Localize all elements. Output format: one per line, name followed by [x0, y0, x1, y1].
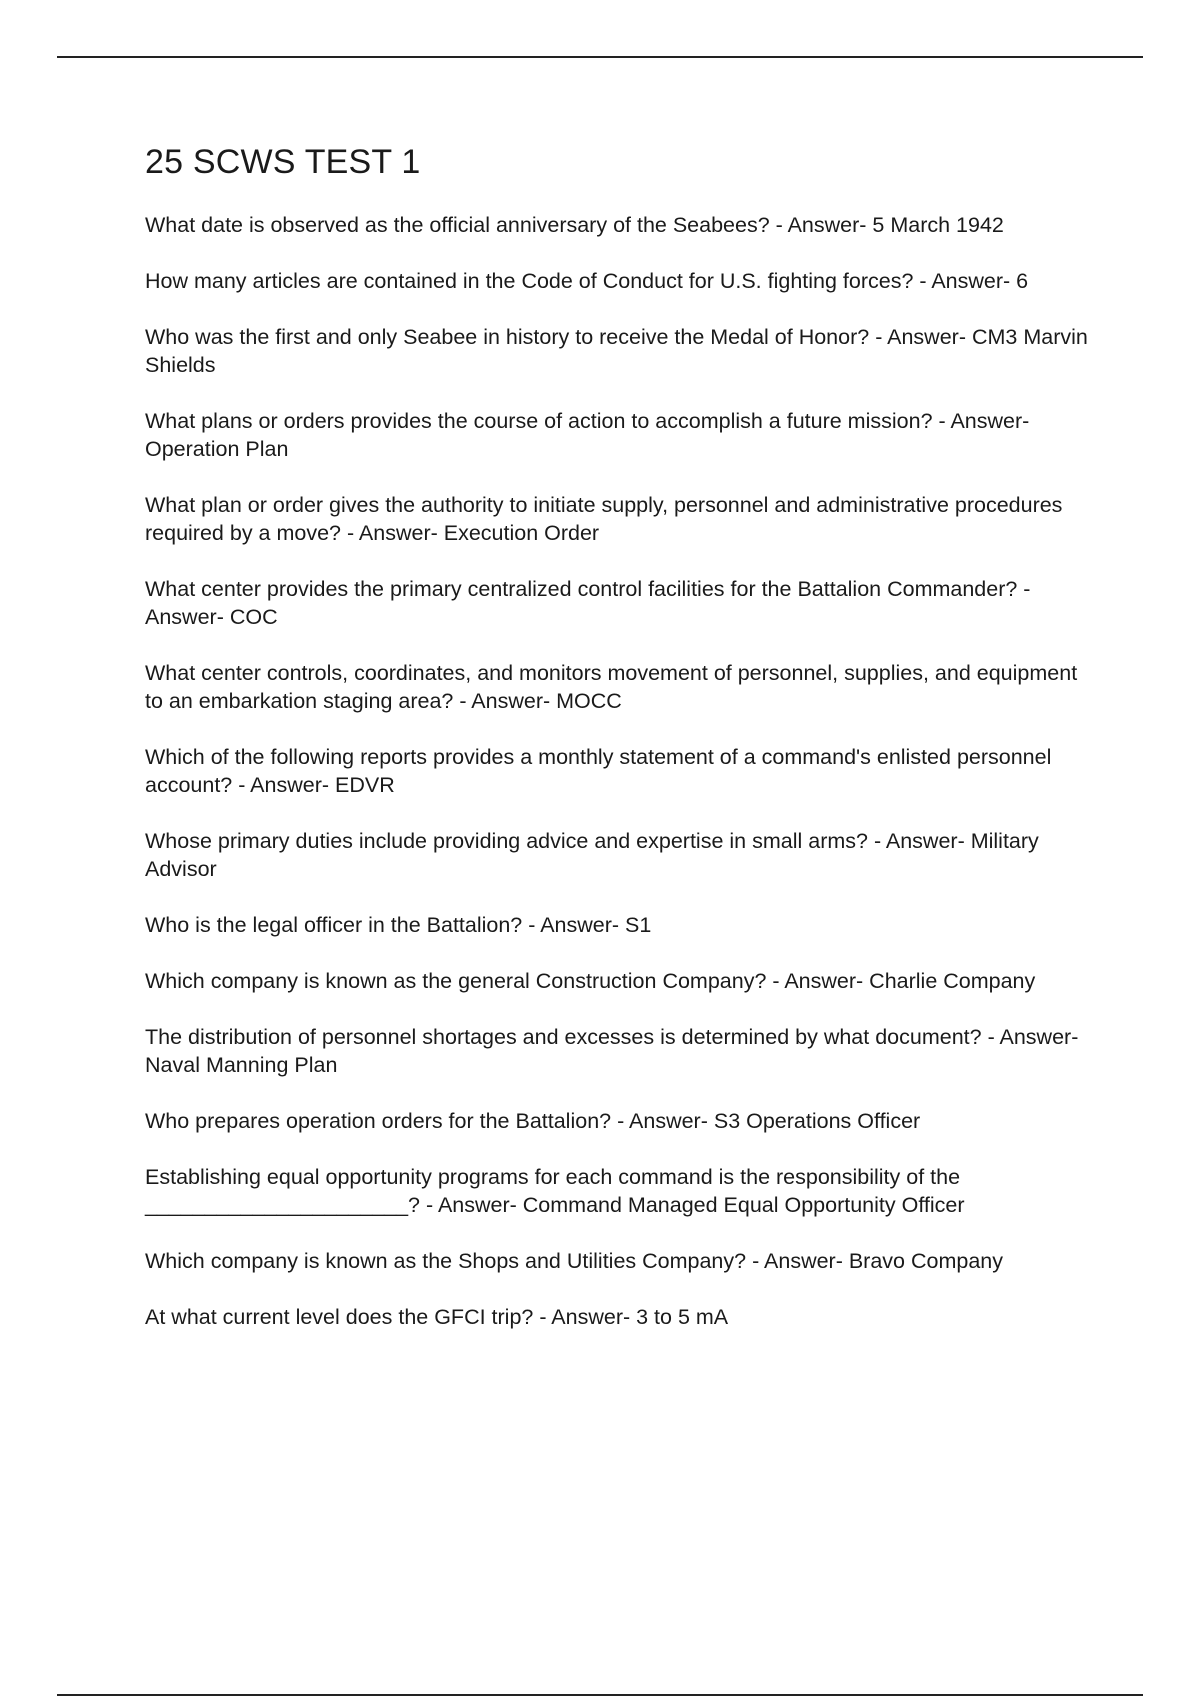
qa-item: What center controls, coordinates, and monitors movement of personnel, supplies, and equipment to an embarkation staging area? - Answer- MOCC: [145, 660, 1078, 713]
qa-item: What date is observed as the official anniversary of the Seabees? - Answer- 5 March 1942: [145, 212, 1004, 237]
qa-item: Who is the legal officer in the Battalion? - Answer- S1: [145, 912, 652, 937]
qa-list: [145, 211, 1090, 1331]
top-divider: [57, 56, 1143, 58]
qa-item: What plans or orders provides the course of action to accomplish a future mission? - Answer- Operation Plan: [145, 408, 1030, 461]
qa-item: Establishing equal opportunity programs for each command is the responsibility of the ______________________? - Answer- Command Managed Equal Opportunity Officer: [145, 1164, 965, 1217]
qa-item: Who was the first and only Seabee in history to receive the Medal of Honor? - Answer- CM3 Marvin Shields: [145, 324, 1088, 377]
document-body: [145, 142, 1090, 1359]
qa-item: At what current level does the GFCI trip? - Answer- 3 to 5 mA: [145, 1304, 729, 1329]
qa-item: Which company is known as the Shops and Utilities Company? - Answer- Bravo Company: [145, 1248, 1003, 1273]
qa-item: Which of the following reports provides a monthly statement of a command's enlisted personnel account? - Answer- EDVR: [145, 744, 1052, 797]
qa-item: What plan or order gives the authority to initiate supply, personnel and administrative procedures required by a move? - Answer- Execution Order: [145, 492, 1063, 545]
qa-item: Which company is known as the general Construction Company? - Answer- Charlie Company: [145, 968, 1036, 993]
bottom-divider: [57, 1694, 1143, 1696]
qa-item: The distribution of personnel shortages and excesses is determined by what document? - Answer- Naval Manning Plan: [145, 1024, 1079, 1077]
qa-item: How many articles are contained in the Code of Conduct for U.S. fighting forces? - Answer- 6: [145, 268, 1029, 293]
qa-item: Who prepares operation orders for the Battalion? - Answer- S3 Operations Officer: [145, 1108, 921, 1133]
qa-item: Whose primary duties include providing advice and expertise in small arms? - Answer- Military Advisor: [145, 828, 1039, 881]
document-title: 25 SCWS TEST 1: [145, 143, 421, 181]
qa-item: What center provides the primary centralized control facilities for the Battalion Commander? - Answer- COC: [145, 576, 1031, 629]
